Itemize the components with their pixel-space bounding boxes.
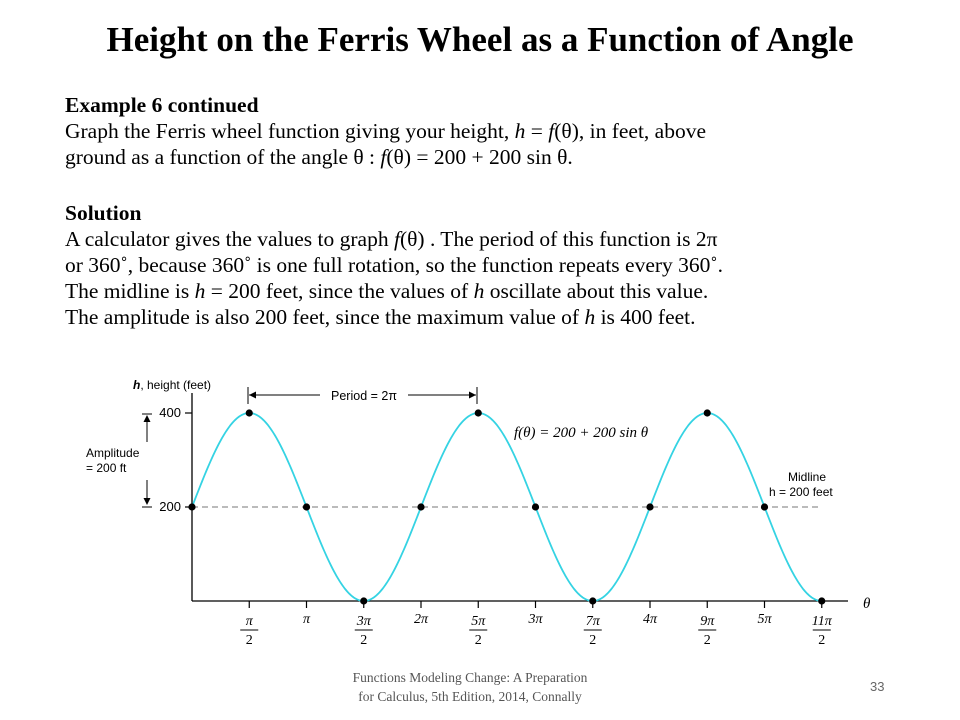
x-tick-denominator: 2 — [474, 633, 482, 648]
data-point — [475, 409, 482, 416]
x-axis-label: θ — [863, 596, 871, 612]
amplitude-label-2: = 200 ft — [86, 461, 127, 475]
slide-title: Height on the Ferris Wheel as a Function of Angle — [106, 20, 854, 59]
data-point — [417, 503, 424, 510]
data-point — [360, 597, 367, 604]
y-axis-label: h, height (feet) — [133, 378, 212, 392]
data-point — [761, 503, 768, 510]
midline-label-2: h = 200 feet — [769, 485, 833, 499]
solution-line-4: The amplitude is also 200 feet, since the maximum value of h is 400 feet. — [65, 305, 696, 329]
x-tick-denominator: 2 — [360, 633, 368, 648]
data-point — [818, 597, 825, 604]
solution-line-3: The midline is h = 200 feet, since the values of h oscillate about this value. — [65, 279, 709, 303]
data-point — [704, 409, 711, 416]
page-number: 33 — [870, 679, 885, 694]
solution-line-2: or 360˚, because 360˚ is one full rotation, so the function repeats every 360˚. — [65, 253, 723, 277]
data-point — [532, 503, 539, 510]
y-tick-label: 400 — [159, 405, 181, 420]
x-tick-denominator: 2 — [589, 633, 597, 648]
x-tick-denominator: 2 — [703, 633, 711, 648]
x-tick-label: 3π — [528, 612, 543, 627]
x-tick-numerator: π — [245, 614, 253, 629]
example-heading: Example 6 continued — [65, 93, 259, 117]
x-tick-label: 2π — [413, 612, 429, 627]
footer-line-1: Functions Modeling Change: A Preparation — [352, 670, 588, 685]
data-point — [589, 597, 596, 604]
x-tick-label: 4π — [642, 612, 658, 627]
amplitude-annotation — [86, 414, 152, 507]
data-point — [303, 503, 310, 510]
x-tick-denominator: 2 — [245, 633, 253, 648]
x-tick-label: π — [302, 612, 311, 627]
x-ticks — [240, 601, 832, 648]
function-label: f(θ) = 200 + 200 sin θ — [514, 425, 649, 441]
x-tick-label: 5π — [757, 612, 772, 627]
solution-heading: Solution — [65, 201, 142, 225]
footer-citation — [300, 668, 640, 706]
solution-line-1: A calculator gives the values to graph f(θ) . The period of this function is 2π — [65, 227, 718, 251]
x-tick-denominator: 2 — [818, 633, 826, 648]
period-annotation — [248, 387, 477, 404]
y-ticks — [159, 405, 192, 514]
period-label: Period = 2π — [331, 389, 397, 403]
data-point — [646, 503, 653, 510]
x-tick-numerator: 5π — [471, 614, 486, 629]
x-tick-numerator: 7π — [585, 614, 600, 629]
amplitude-label-1: Amplitude — [86, 446, 140, 460]
x-tick-numerator: 3π — [356, 614, 371, 629]
x-tick-numerator: 11π — [811, 614, 832, 629]
example-line-1: Graph the Ferris wheel function giving your height, h = f(θ), in feet, above — [65, 119, 707, 143]
x-tick-numerator: 9π — [700, 614, 715, 629]
y-tick-label: 200 — [159, 499, 181, 514]
footer-line-2: for Calculus, 5th Edition, 2014, Connally — [358, 689, 582, 704]
example-line-2: ground as a function of the angle θ : f(θ) = 200 + 200 sin θ. — [65, 145, 573, 169]
data-point — [246, 409, 253, 416]
data-point — [188, 503, 195, 510]
midline-label-1: Midline — [788, 470, 827, 484]
